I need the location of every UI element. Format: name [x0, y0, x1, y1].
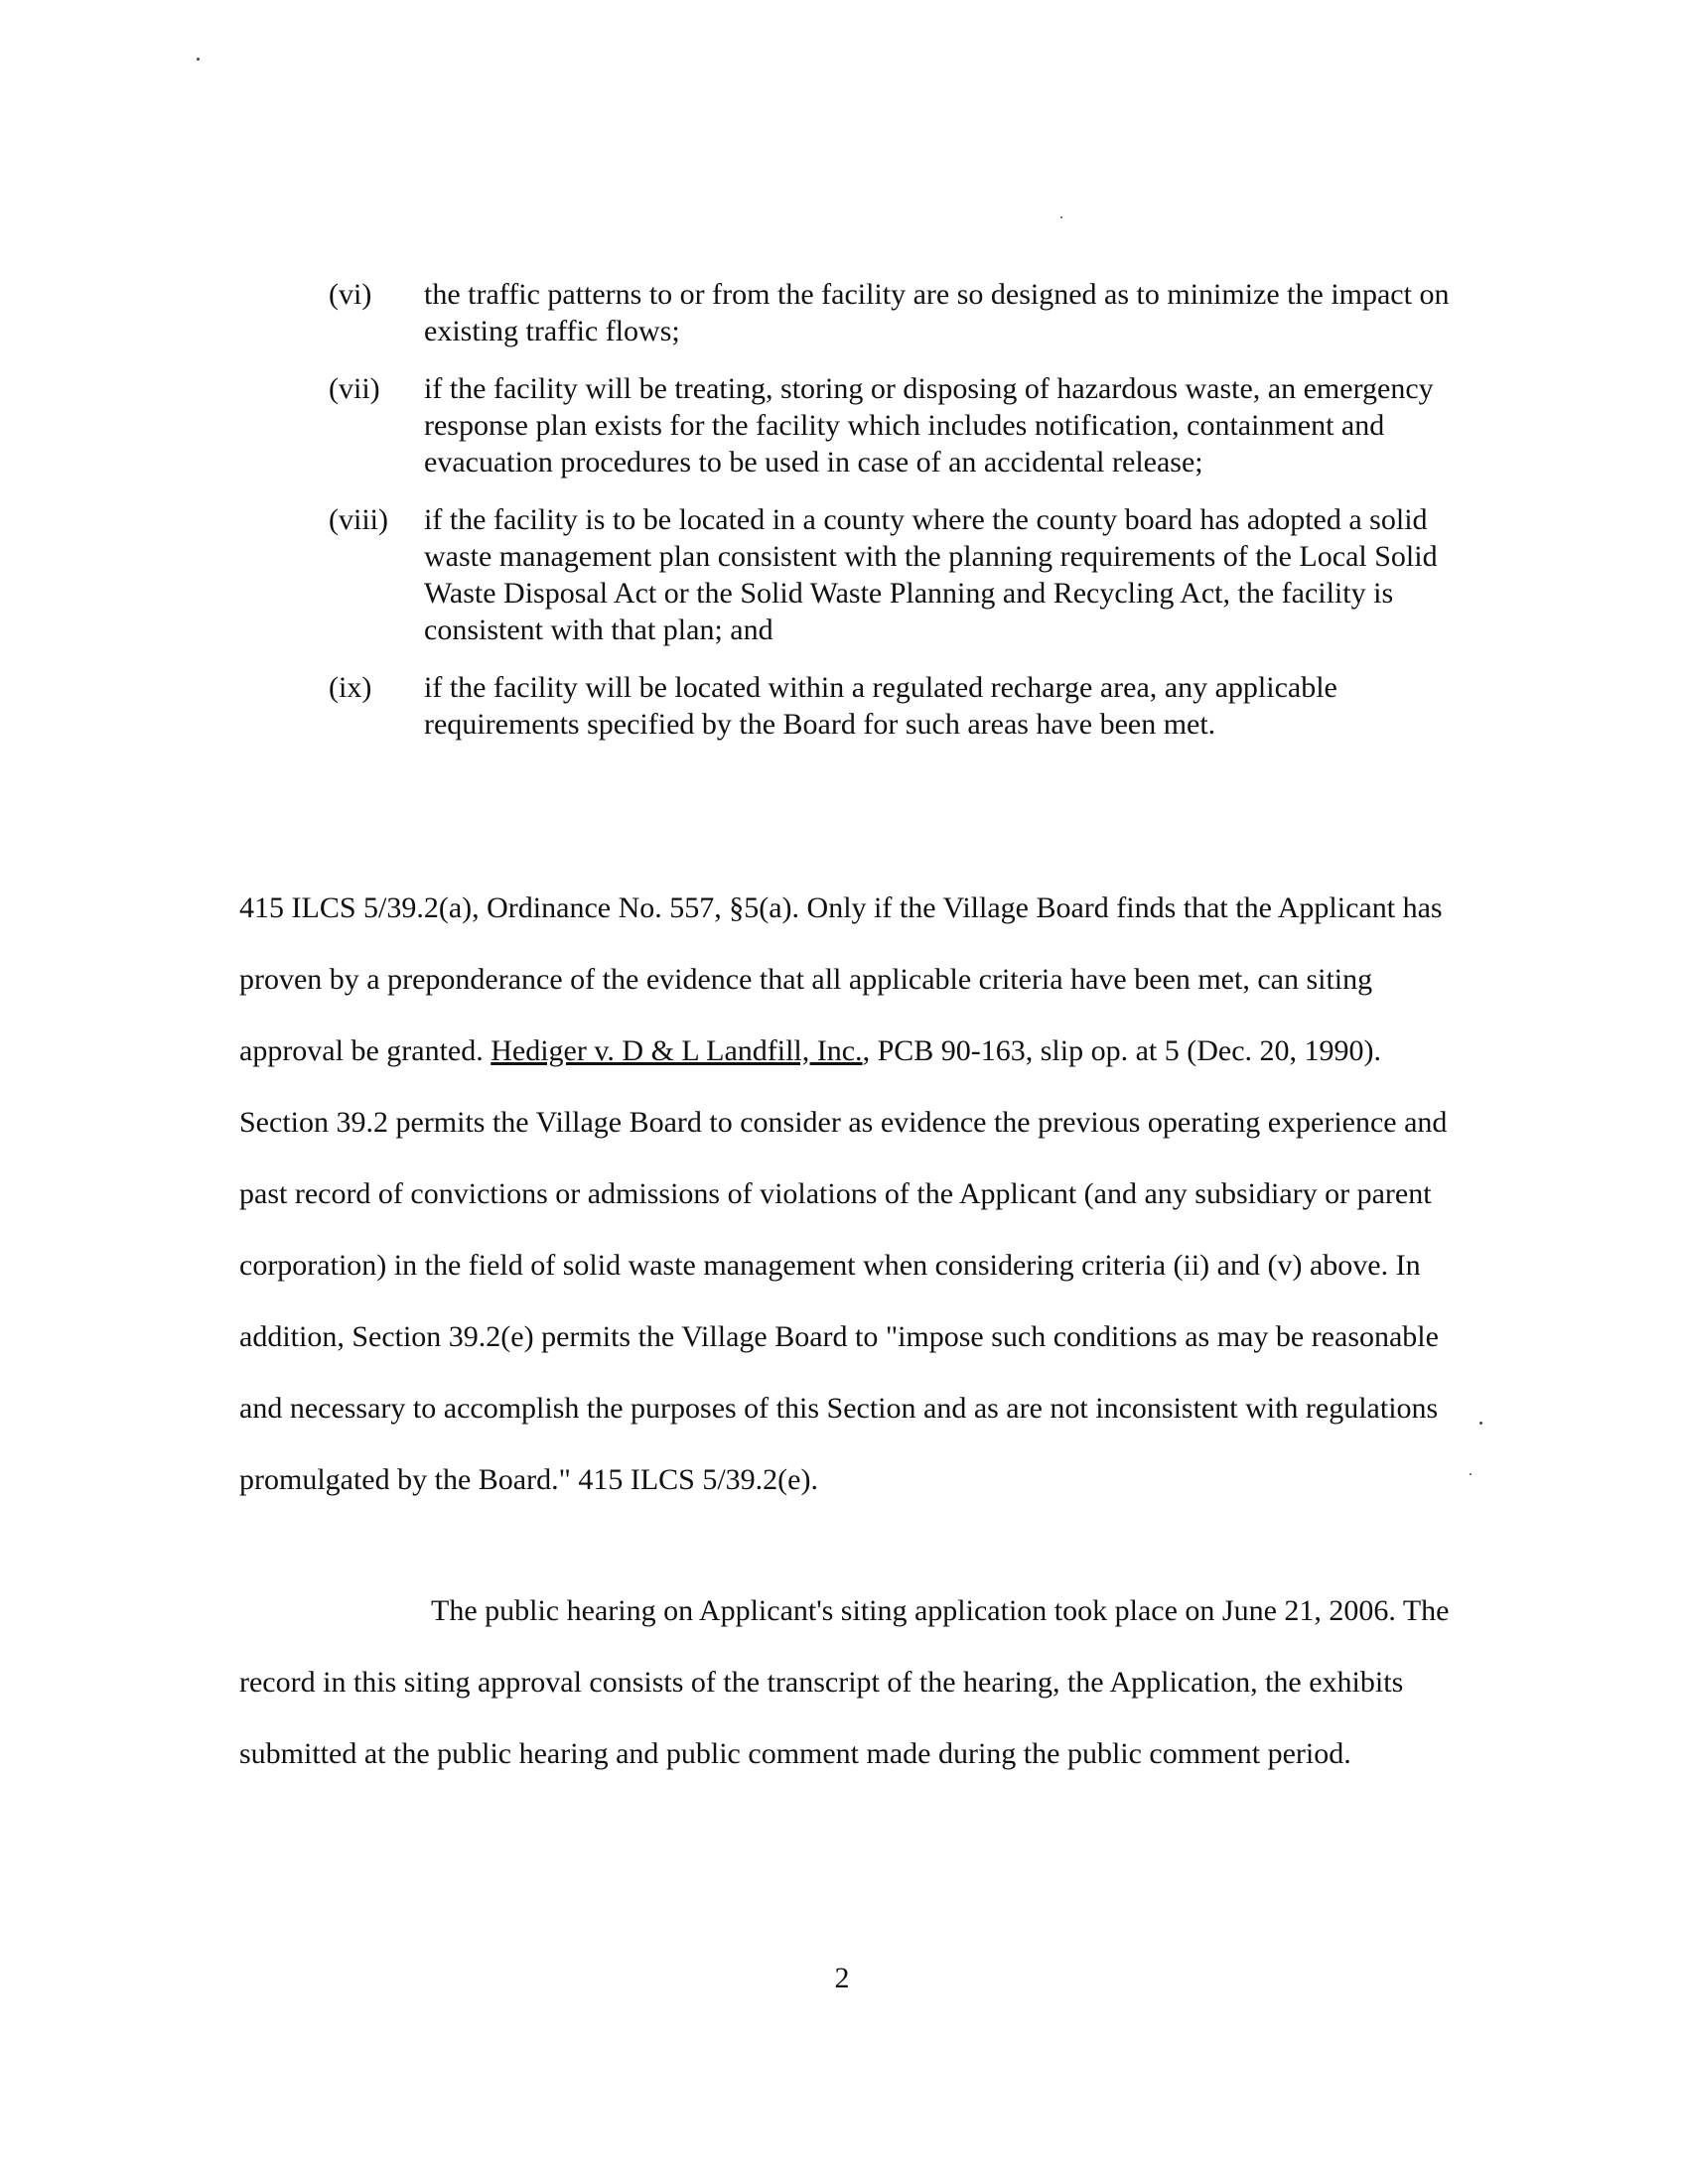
list-item-number: (viii)	[329, 503, 388, 536]
scan-speck	[1060, 216, 1062, 218]
list-item	[329, 501, 1451, 648]
scan-speck	[1479, 1422, 1482, 1425]
list-item-text: if the facility is to be located in a county where the county board has adopted a solid waste management plan consistent with the planning requirements of the Local Solid Waste Disposal Act or the Solid Waste Planning and Recycling Act, the facility is consistent with that plan; and	[424, 503, 1438, 646]
list-item-text: if the facility will be treating, storing or disposing of hazardous waste, an emergency response plan exists for the facility which includes notification, containment and evacuation procedures to be used in case of an accidental release;	[424, 372, 1434, 478]
list-item-text: the traffic patterns to or from the facility are so designed as to minimize the impact on existing traffic flows;	[424, 278, 1450, 347]
list-item-number: (vi)	[329, 278, 372, 311]
criteria-list	[329, 276, 1451, 763]
list-item-number: (ix)	[329, 671, 372, 704]
list-item-number: (vii)	[329, 372, 380, 405]
list-item-text: if the facility will be located within a regulated recharge area, any applicable requirements specified by the Board for such areas have been met.	[424, 671, 1337, 741]
scan-speck	[197, 58, 200, 61]
paragraph-text: , PCB 90-163, slip op. at 5 (Dec. 20, 1990). Section 39.2 permits the Village Board to consider as evidence the previous operating experience and past record of convictions or admissions of violations of the Applicant (and any subsidiary or parent corporation) in the field of solid waste management when considering criteria (ii) and (v) above. In addition, Section 39.2(e) permits the Village Board to "impose such conditions as may be reasonable and necessary to accomplish the purposes of this Section and as are not inconsistent with regulations promulgated by the Board." 415 ILCS 5/39.2(e).	[239, 1034, 1448, 1496]
body-paragraph-citations	[239, 873, 1451, 1516]
case-citation: Hediger v. D & L Landfill, Inc.	[491, 1034, 863, 1067]
list-item	[329, 276, 1451, 349]
list-item	[329, 669, 1451, 743]
list-item	[329, 370, 1451, 480]
body-paragraph-hearing: The public hearing on Applicant's siting application took place on June 21, 2006. The record in this siting approval consists of the transcript of the hearing, the Application, the exhibits submitted at the public hearing and public comment made during the public comment period.	[239, 1594, 1450, 1770]
page-number: 2	[834, 1962, 850, 1994]
scan-speck	[1470, 1473, 1472, 1475]
paragraph-text: 415 ILCS 5/39.2(a), Ordinance No. 557, §5(a). Only if the Village Board finds that the Applicant has proven by a preponderance of the evidence that all applicable criteria have been met, can siting approval be granted.	[239, 891, 1443, 1067]
